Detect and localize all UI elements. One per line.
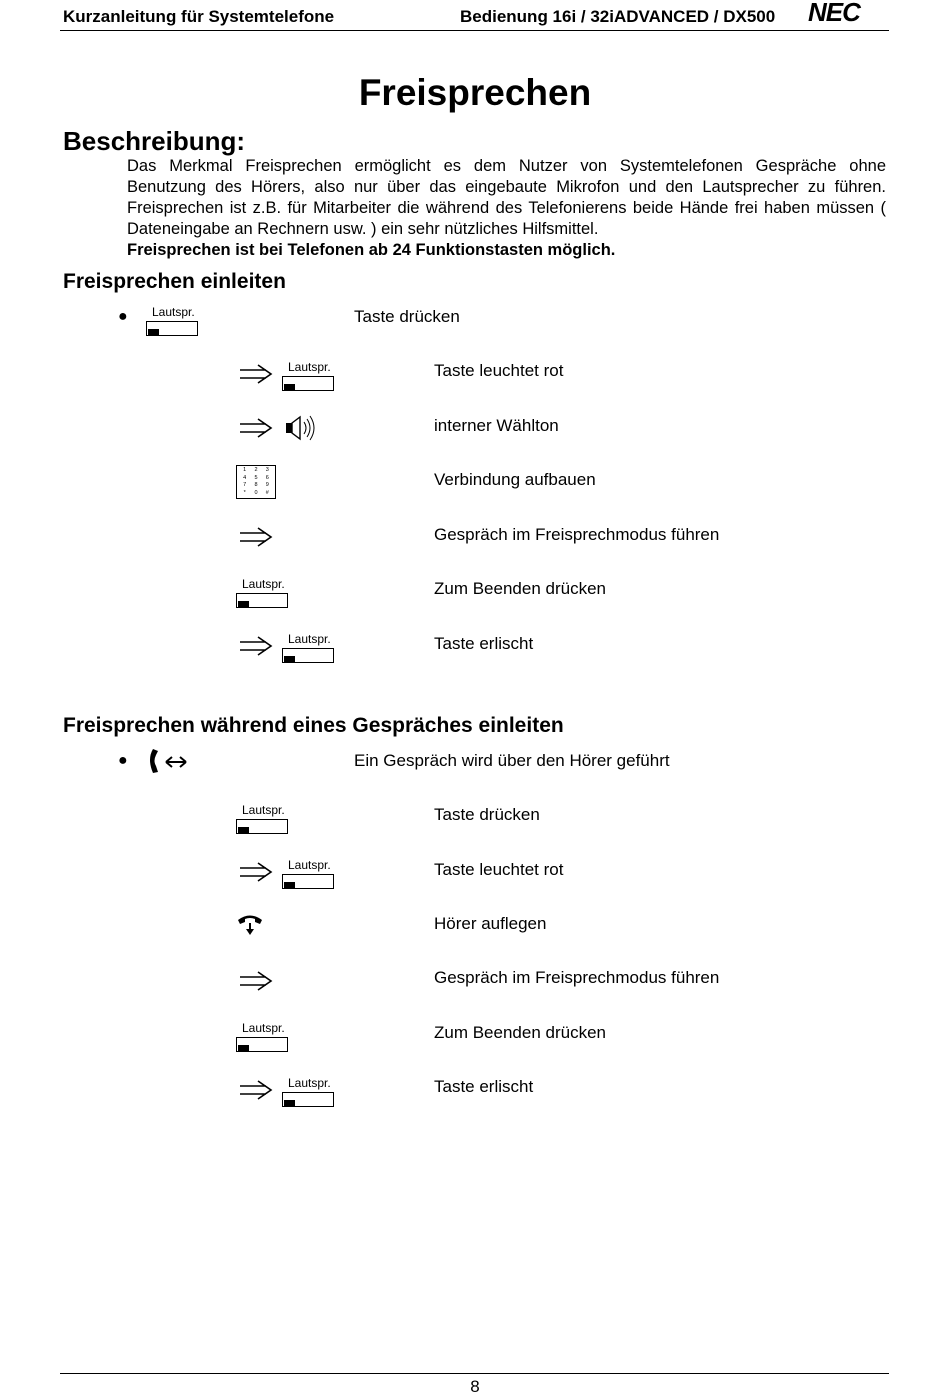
implies-arrow-icon: [238, 525, 274, 554]
keypad-key: 6: [265, 474, 269, 481]
implies-arrow-icon: [238, 1078, 274, 1107]
led-red-icon: [284, 882, 295, 888]
key-label: Lautspr.: [152, 305, 195, 319]
speaker-icon: [284, 413, 320, 448]
keypad-key: 0: [254, 489, 258, 496]
header-right-title: Bedienung 16i / 32iADVANCED / DX500: [460, 7, 776, 26]
description-heading: Beschreibung:: [63, 126, 246, 156]
header-rule: [60, 30, 889, 31]
step-text: Taste erlischt: [434, 634, 534, 653]
led-red-icon: [238, 1045, 249, 1051]
led-off-icon: [284, 656, 295, 662]
step-text: interner Wählton: [434, 416, 559, 435]
led-off-icon: [284, 1100, 295, 1106]
section2-heading: Freisprechen während eines Gespräches einleiten: [63, 714, 564, 737]
bullet: ●: [118, 752, 128, 769]
keypad-key: 2: [254, 467, 258, 473]
step-text: Verbindung aufbauen: [434, 470, 596, 489]
implies-arrow-icon: [238, 416, 274, 445]
key-label: Lautspr.: [242, 1021, 285, 1035]
keypad-icon: [236, 465, 276, 499]
implies-arrow-icon: [238, 969, 274, 998]
implies-arrow-icon: [238, 860, 274, 889]
page-title: Freisprechen: [358, 72, 592, 113]
step-text: Taste leuchtet rot: [434, 361, 564, 380]
keypad-key: 9: [265, 482, 269, 488]
keypad-key: 3: [265, 467, 269, 473]
led-red-icon: [284, 384, 295, 390]
step-text: Zum Beenden drücken: [434, 1023, 606, 1042]
key-label: Lautspr.: [288, 632, 331, 646]
section1-heading: Freisprechen einleiten: [63, 270, 286, 293]
implies-arrow-icon: [238, 362, 274, 391]
keypad-key: *: [243, 489, 246, 496]
step-text: Taste drücken: [354, 307, 460, 326]
step-text: Taste drücken: [434, 805, 540, 824]
description-bold-note: Freisprechen ist bei Telefonen ab 24 Funktionstasten möglich.: [127, 241, 616, 259]
step-text: Taste erlischt: [434, 1077, 534, 1096]
bullet: ●: [118, 308, 128, 325]
key-label: Lautspr.: [288, 858, 331, 872]
header-left-title: Kurzanleitung für Systemtelefone: [63, 7, 335, 26]
nec-logo-text: NEC: [808, 1, 860, 25]
led-off-icon: [148, 329, 159, 335]
nec-logo: [808, 1, 884, 32]
implies-arrow-icon: [238, 634, 274, 663]
description-body: [127, 156, 886, 261]
footer-rule: [60, 1373, 889, 1374]
step-text: Zum Beenden drücken: [434, 579, 606, 598]
key-label: Lautspr.: [242, 803, 285, 817]
step-text: Gespräch im Freisprechmodus führen: [434, 525, 720, 544]
keypad-key: 4: [243, 474, 247, 481]
description-text: Das Merkmal Freisprechen ermöglicht es dem Nutzer von Systemtelefonen Gespräche ohne Benutzung des Hörers, also nur über das eingebaute Mikrofon und den Lautsprecher zu führen. Freisprechen ist z.B. für Mitarbeiter die während des Telefonierens beide Hände frei haben müssen ( Dateneingabe an Rechnern usw. ) ein sehr nützliches Hilfsmittel.: [127, 157, 886, 238]
key-label: Lautspr.: [288, 1076, 331, 1090]
step-text: Ein Gespräch wird über den Hörer geführt: [354, 751, 670, 770]
step-text: Hörer auflegen: [434, 914, 547, 933]
step-text: Gespräch im Freisprechmodus führen: [434, 968, 720, 987]
keypad-key: 5: [254, 474, 258, 481]
handset-in-use-icon: [144, 746, 194, 783]
page-number: 8: [470, 1377, 480, 1396]
keypad-key: 7: [243, 482, 247, 488]
key-label: Lautspr.: [242, 577, 285, 591]
keypad-key: 1: [243, 467, 247, 473]
hang-up-icon: [236, 912, 264, 943]
led-off-icon: [238, 827, 249, 833]
nec-logo-graphic: [808, 1, 884, 25]
led-red-icon: [238, 601, 249, 607]
step-text: Taste leuchtet rot: [434, 860, 564, 879]
keypad-key: #: [265, 489, 269, 496]
key-label: Lautspr.: [288, 360, 331, 374]
keypad-key: 8: [254, 482, 258, 488]
